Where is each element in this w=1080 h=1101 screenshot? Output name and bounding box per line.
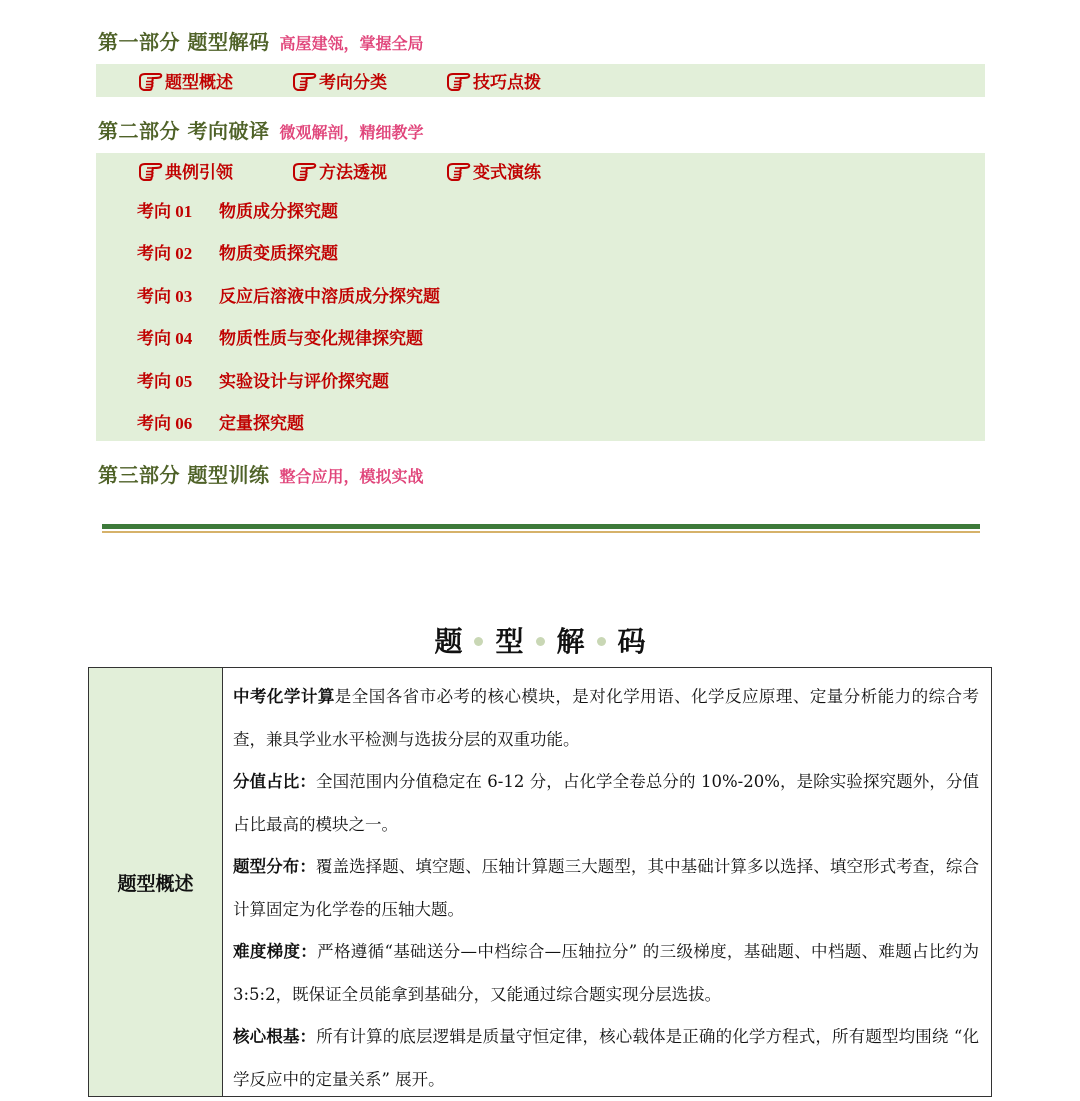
nav-item-技巧点拨[interactable] [445, 68, 599, 93]
kaoxiang-name: 物质性质与变化规律探究题 [219, 329, 423, 349]
nav-item-label: 变式演练 [473, 163, 541, 183]
pointing-hand-icon [445, 159, 473, 183]
kaoxiang-name: 物质成分探究题 [219, 202, 338, 222]
pointing-hand-icon [137, 69, 165, 93]
pointing-hand-icon [291, 69, 319, 93]
overview-table-content-cell [223, 668, 991, 1101]
kaoxiang-name: 物质变质探究题 [219, 244, 338, 264]
kaoxiang-item-02[interactable] [137, 239, 338, 264]
kaoxiang-number: 考向 03 [137, 287, 193, 306]
main-title-char: 解 [556, 625, 585, 658]
nav-item-典例引领[interactable] [137, 158, 291, 183]
part3-title: 第三部分 题型训练 [98, 463, 270, 487]
kaoxiang-number: 考向 02 [137, 244, 193, 263]
main-title [0, 620, 1080, 660]
kaoxiang-item-06[interactable] [137, 409, 304, 434]
paragraph-lead: 核心根基： [233, 1027, 317, 1046]
paragraph-text: 覆盖选择题、填空题、压轴计算题三大题型，其中基础计算多以选择、填空形式考查，综合计算固定为化学卷的压轴大题。 [233, 857, 980, 919]
part3-heading [98, 459, 423, 488]
title-dot [597, 637, 606, 646]
kaoxiang-item-01[interactable] [137, 197, 338, 222]
pointing-hand-icon [137, 159, 165, 183]
part3-subtitle: 整合应用，模拟实战 [279, 467, 424, 486]
part1-nav [137, 68, 599, 93]
kaoxiang-item-03[interactable] [137, 282, 440, 307]
section-divider-gold [102, 531, 980, 533]
kaoxiang-name: 实验设计与评价探究题 [219, 372, 389, 392]
overview-paragraph [233, 676, 979, 761]
title-dot [474, 637, 483, 646]
paragraph-text: 全国范围内分值稳定在 6-12 分，占化学全卷总分的 10%-20%，是除实验探究题外，分值占比最高的模块之一。 [233, 772, 980, 834]
paragraph-lead: 难度梯度： [233, 942, 318, 961]
title-dot [536, 637, 545, 646]
main-title-char: 题 [434, 625, 463, 658]
main-title-char: 码 [617, 625, 646, 658]
part2-nav [137, 158, 599, 183]
kaoxiang-number: 考向 05 [137, 372, 193, 391]
kaoxiang-name: 反应后溶液中溶质成分探究题 [219, 287, 440, 307]
overview-paragraph [233, 931, 979, 1016]
paragraph-lead: 中考化学计算 [233, 687, 335, 706]
nav-item-label: 题型概述 [165, 73, 233, 93]
paragraph-text: 所有计算的底层逻辑是质量守恒定律，核心载体是正确的化学方程式，所有题型均围绕 “化学反应中的定量关系” 展开。 [233, 1027, 979, 1089]
overview-paragraph [233, 761, 979, 846]
part2-title: 第二部分 考向破译 [98, 119, 270, 143]
nav-item-label: 典例引领 [165, 163, 233, 183]
part1-title: 第一部分 题型解码 [98, 30, 270, 54]
part2-subtitle: 微观解剖，精细教学 [279, 123, 424, 142]
kaoxiang-name: 定量探究题 [219, 414, 304, 434]
paragraph-lead: 题型分布： [233, 857, 316, 876]
nav-item-label: 技巧点拨 [473, 73, 541, 93]
nav-item-label: 考向分类 [319, 73, 387, 93]
overview-paragraph [233, 846, 979, 931]
main-title-char: 型 [495, 625, 524, 658]
paragraph-lead: 分值占比： [233, 772, 316, 791]
nav-item-考向分类[interactable] [291, 68, 445, 93]
nav-item-变式演练[interactable] [445, 158, 599, 183]
pointing-hand-icon [291, 159, 319, 183]
overview-table [88, 667, 992, 1097]
overview-table-label-cell [89, 668, 223, 1096]
nav-item-题型概述[interactable] [137, 68, 291, 93]
kaoxiang-number: 考向 06 [137, 414, 193, 433]
paragraph-text: 是全国各省市必考的核心模块，是对化学用语、化学反应原理、定量分析能力的综合考查，兼具学业水平检测与选拔分层的双重功能。 [233, 687, 980, 749]
part1-subtitle: 高屋建瓴，掌握全局 [279, 34, 424, 53]
part2-heading [98, 115, 423, 144]
nav-item-方法透视[interactable] [291, 158, 445, 183]
kaoxiang-number: 考向 01 [137, 202, 193, 221]
kaoxiang-item-04[interactable] [137, 324, 423, 349]
kaoxiang-number: 考向 04 [137, 329, 193, 348]
pointing-hand-icon [445, 69, 473, 93]
nav-item-label: 方法透视 [319, 163, 387, 183]
section-divider [102, 524, 980, 529]
paragraph-text: 严格遵循“基础送分—中档综合—压轴拉分” 的三级梯度，基础题、中档题、难题占比约为 3:5:2，既保证全员能拿到基础分，又能通过综合题实现分层选拔。 [233, 942, 979, 1004]
part1-heading [98, 26, 423, 55]
overview-table-label: 题型概述 [117, 872, 194, 895]
overview-paragraph [233, 1016, 979, 1101]
kaoxiang-item-05[interactable] [137, 367, 389, 392]
